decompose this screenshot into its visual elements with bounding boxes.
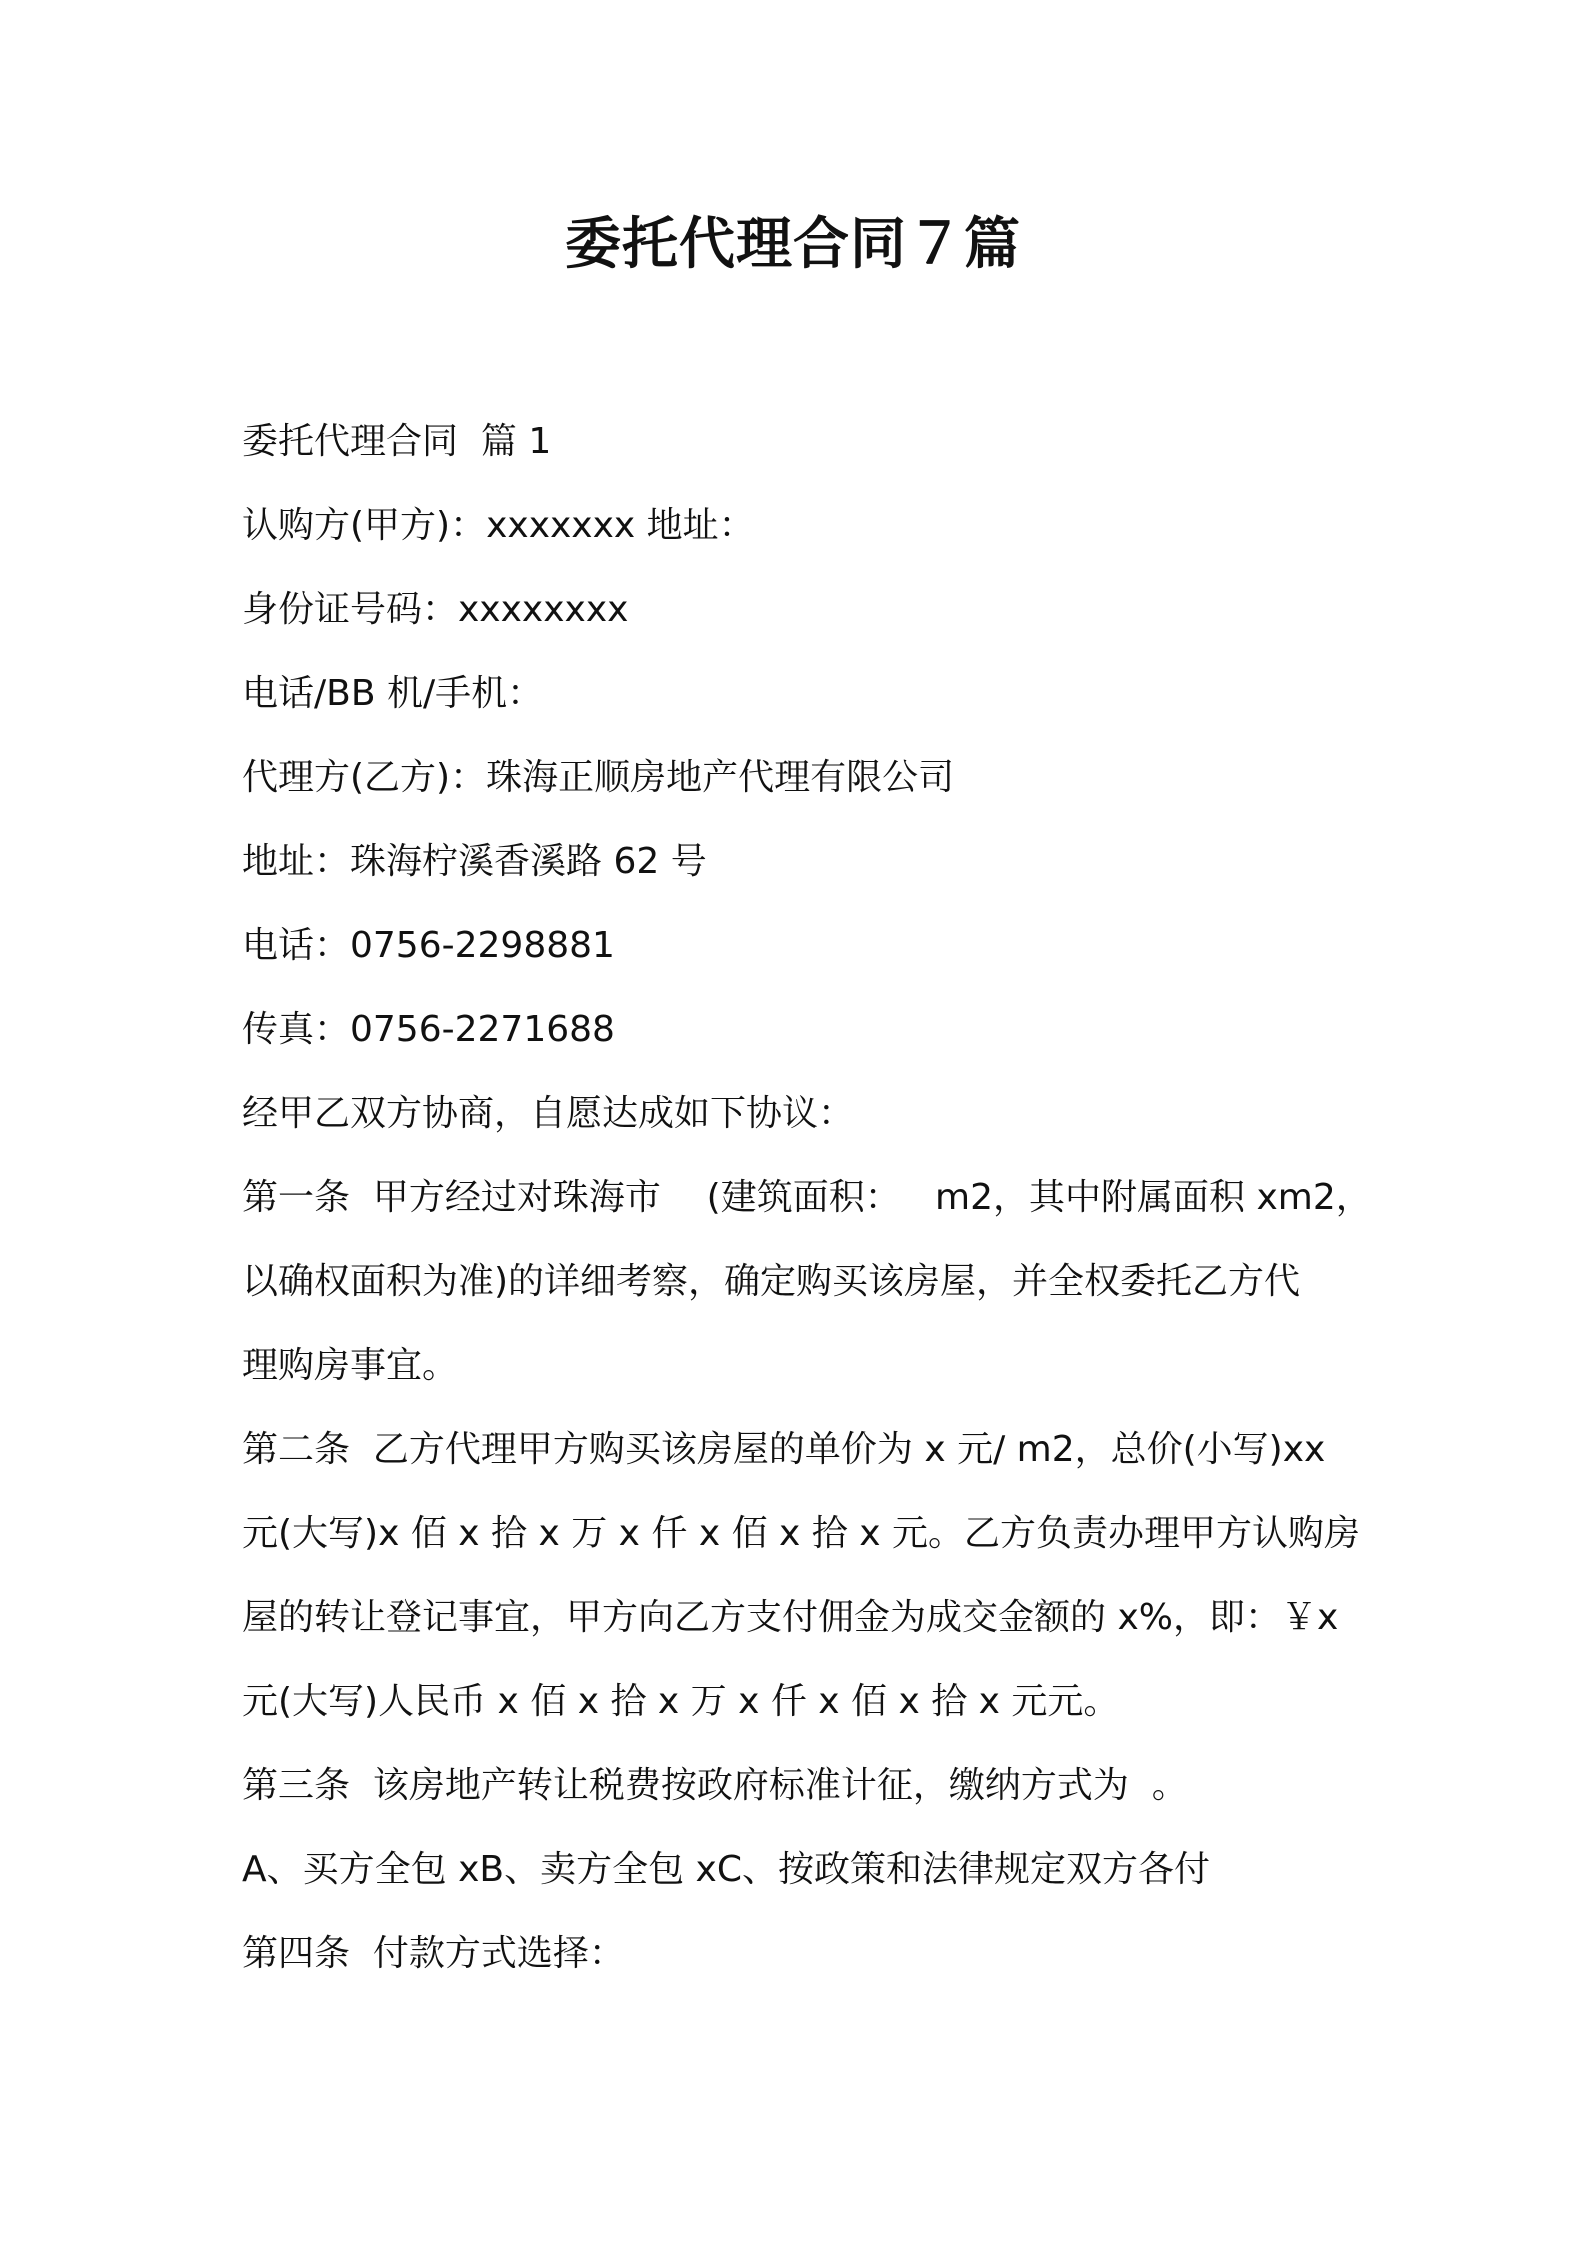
document-body <box>242 400 1372 1996</box>
buyer-line: 认购方(甲方)：xxxxxxx 地址： <box>242 505 755 546</box>
article-2-line-4: 元(大写)人民币 x 佰 x 拾 x 万 x 仟 x 佰 x 拾 x 元元。 <box>242 1681 1120 1722</box>
article-2-line-3: 屋的转让登记事宜，甲方向乙方支付佣金为成交金额的 x%，即：￥x <box>242 1597 1339 1638</box>
document-title: 委托代理合同７篇 <box>565 212 1021 277</box>
article-1-line-1: 第一条 甲方经过对珠海市 (建筑面积： m2，其中附属面积 xm2， <box>242 1177 1372 1218</box>
agent-phone-line: 电话：0756-2298881 <box>242 925 615 966</box>
buyer-phone-line: 电话/BB 机/手机： <box>242 673 544 714</box>
article-3-options: A、买方全包 xB、卖方全包 xC、按政策和法律规定双方各付 <box>242 1849 1210 1890</box>
agent-line: 代理方(乙方)：珠海正顺房地产代理有限公司 <box>242 757 955 798</box>
agent-address-line: 地址：珠海柠溪香溪路 62 号 <box>242 841 707 882</box>
id-number-line: 身份证号码：xxxxxxxx <box>242 589 629 630</box>
article-2-line-1: 第二条 乙方代理甲方购买该房屋的单价为 x 元/ m2，总价(小写)xx <box>242 1429 1326 1470</box>
article-3-line-1: 第三条 该房地产转让税费按政府标准计征，缴纳方式为 。 <box>242 1765 1188 1806</box>
article-1-line-2: 以确权面积为准)的详细考察，确定购买该房屋，并全权委托乙方代 <box>242 1261 1301 1302</box>
article-2-line-2: 元(大写)x 佰 x 拾 x 万 x 仟 x 佰 x 拾 x 元。乙方负责办理甲方认购房 <box>242 1513 1360 1554</box>
agent-fax-line: 传真：0756-2271688 <box>242 1009 615 1050</box>
agreement-intro: 经甲乙双方协商，自愿达成如下协议： <box>242 1093 855 1134</box>
section-heading: 委托代理合同 篇 1 <box>242 421 552 462</box>
article-1-line-3: 理购房事宜。 <box>242 1345 459 1386</box>
article-4-line-1: 第四条 付款方式选择： <box>242 1933 625 1974</box>
